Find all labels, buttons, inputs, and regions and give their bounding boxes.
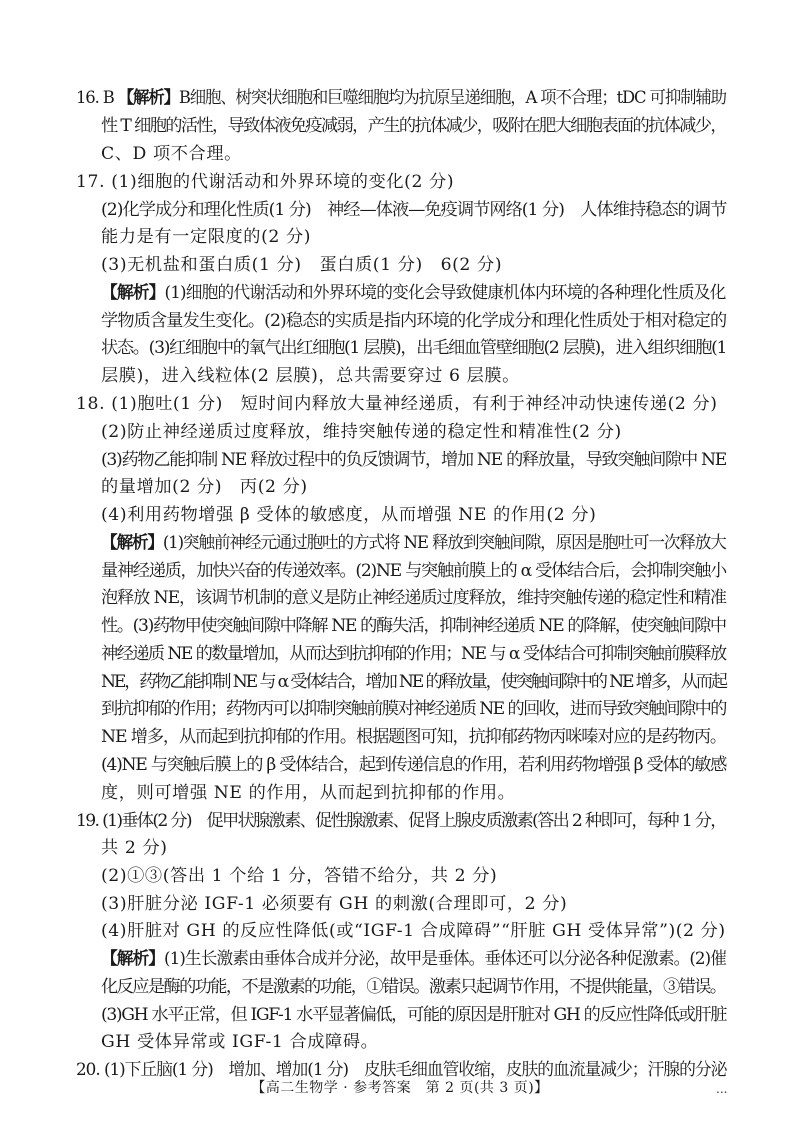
q19-line-8: (3)GH 水平正常，但 IGF-1 水平显著偏低，可能的原因是肝脏对 GH 的反应性降低或肝脏 — [101, 1005, 727, 1025]
q17-line-4: (3)无机盐和蛋白质(1 分) 蛋白质(1 分) 6(2 分) — [101, 255, 503, 275]
q16-number: 16. B — [76, 88, 114, 108]
q20-line-1: 20. (1)下丘脑(1 分) 增加、增加(1 分) 皮肤毛细血管收缩，皮肤的血流量减少；汗腺的分泌 — [76, 1059, 727, 1079]
q19-text-6: (1)生长激素由垂体合成并分泌，故甲是垂体。垂体还可以分泌各种促激素。(2)催 — [164, 949, 726, 969]
q18-line-6 — [101, 531, 726, 555]
analysis-tag: 【解析】 — [117, 88, 179, 108]
q19-line-6 — [101, 947, 726, 971]
analysis-tag: 【解析】 — [101, 949, 165, 969]
q18-line-10: 神经递质 NE 的数量增加，从而达到抗抑郁的作用；NE 与 α 受体结合可抑制突触前膜释放 — [101, 644, 726, 664]
q16-line-3: C、D 项不合理。 — [101, 144, 242, 164]
q17-line-6: 学物质含量发生变化。(2)稳态的实质是指内环境的化学成分和理化性质处于相对稳定的 — [101, 311, 727, 331]
q16-line-2: 性 T 细胞的活性，导致体液免疫减弱，产生的抗体减少，吸附在肥大细胞表面的抗体减少， — [101, 116, 726, 136]
q16-text-1: B细胞、树突状细胞和巨噬细胞均为抗原呈递细胞，A 项不合理；tDC 可抑制辅助 — [178, 88, 726, 108]
q18-line-12: 到抗抑郁的作用；药物丙可以抑制突触前膜对神经递质 NE 的回收，进而导致突触间隙中的 — [101, 699, 726, 719]
analysis-tag: 【解析】 — [101, 533, 163, 553]
q18-line-11: NE，药物乙能抑制 NE 与 α 受体结合，增加 NE 的释放量，使突触间隙中的 NE 增多，从而起 — [101, 672, 726, 692]
q18-line-9: 性。(3)药物甲使突触间隙中降解 NE 的酶失活，抑制神经递质 NE 的降解，使突触间隙中 — [101, 616, 726, 636]
q17-line-8: 层膜)，进入线粒体(2 层膜)，总共需要穿过 6 层膜。 — [101, 366, 520, 386]
q19-line-4: (3)肝脏分泌 IGF-1 必须要有 GH 的刺激(合理即可，2 分) — [101, 894, 568, 914]
q18-line-13: NE 增多，从而起到抗抑郁的作用。根据题图可知，抗抑郁药物丙咪嗪对应的是药物丙。 — [101, 727, 726, 747]
q17-line-7: 状态。(3)红细胞中的氧气出红细胞(1 层膜)，出毛细血管壁细胞(2 层膜)，进入组织细胞(1 — [101, 338, 727, 358]
q18-line-5: (4)利用药物增强 β 受体的敏感度，从而增强 NE 的作用(2 分) — [101, 505, 597, 525]
q19-line-7: 化反应是酶的功能，不是激素的功能，①错误。激素只起调节作用，不提供能量，③错误。 — [101, 977, 726, 997]
q19-line-3: (2)①③(答出 1 个给 1 分，答错不给分，共 2 分) — [101, 866, 498, 886]
corner-mark: ... — [716, 1082, 728, 1096]
q17-line-1: 17. (1)细胞的代谢活动和外界环境的变化(2 分) — [76, 172, 455, 192]
q18-line-1: 18. (1)胞吐(1 分) 短时间内释放大量神经递质，有利于神经冲动快速传递(2 分) — [76, 394, 718, 414]
q17-text-5: (1)细胞的代谢活动和外界环境的变化会导致健康机体内环境的各种理化性质及化 — [164, 283, 726, 303]
q18-line-8: 泡释放 NE，该调节机制的意义是防止神经递质过度释放，维持突触传递的稳定性和精准 — [101, 588, 726, 608]
q17-line-5 — [101, 281, 726, 305]
q18-line-4: 的量增加(2 分) 丙(2 分) — [101, 477, 308, 497]
q16-line-1 — [76, 86, 726, 110]
q19-line-2: 共 2 分) — [101, 838, 168, 858]
q17-line-2: (2)化学成分和理化性质(1 分) 神经—体液—免疫调节网络(1 分) 人体维持稳态的调节 — [101, 200, 727, 220]
q19-line-1: 19. (1)垂体(2 分) 促甲状腺激素、促性腺激素、促肾上腺皮质激素(答出 2 种即可，每种 1 分， — [76, 811, 726, 831]
analysis-tag: 【解析】 — [101, 283, 165, 303]
q19-line-9: GH 受体异常或 IGF-1 合成障碍。 — [101, 1032, 379, 1052]
q18-line-14: (4)NE 与突触后膜上的 β 受体结合，起到传递信息的作用，若利用药物增强 β 受体的敏感 — [101, 755, 727, 775]
q18-line-15: 度，则可增强 NE 的作用，从而起到抗抑郁的作用。 — [101, 783, 516, 803]
q18-text-6: (1)突触前神经元通过胞吐的方式将 NE 释放到突触间隙，原因是胞吐可一次释放大 — [162, 533, 726, 553]
q18-line-2: (2)防止神经递质过度释放，维持突触传递的稳定性和精准性(2 分) — [101, 422, 622, 442]
q18-line-3: (3)药物乙能抑制 NE 释放过程中的负反馈调节，增加 NE 的释放量，导致突触间隙中 NE — [101, 450, 727, 470]
page-footer: 【高二生物学 · 参考答案 第 2 页(共 3 页)】 — [251, 1080, 549, 1096]
q17-line-3: 能力是有一定限度的(2 分) — [101, 227, 312, 247]
q19-line-5: (4)肝脏对 GH 的反应性降低(或“IGF-1 合成障碍”“肝脏 GH 受体异常”)(2 分) — [101, 921, 726, 941]
q18-line-7: 量神经递质，加快兴奋的传递效率。(2)NE 与突触前膜上的 α 受体结合后，会抑制突触小 — [101, 561, 726, 581]
